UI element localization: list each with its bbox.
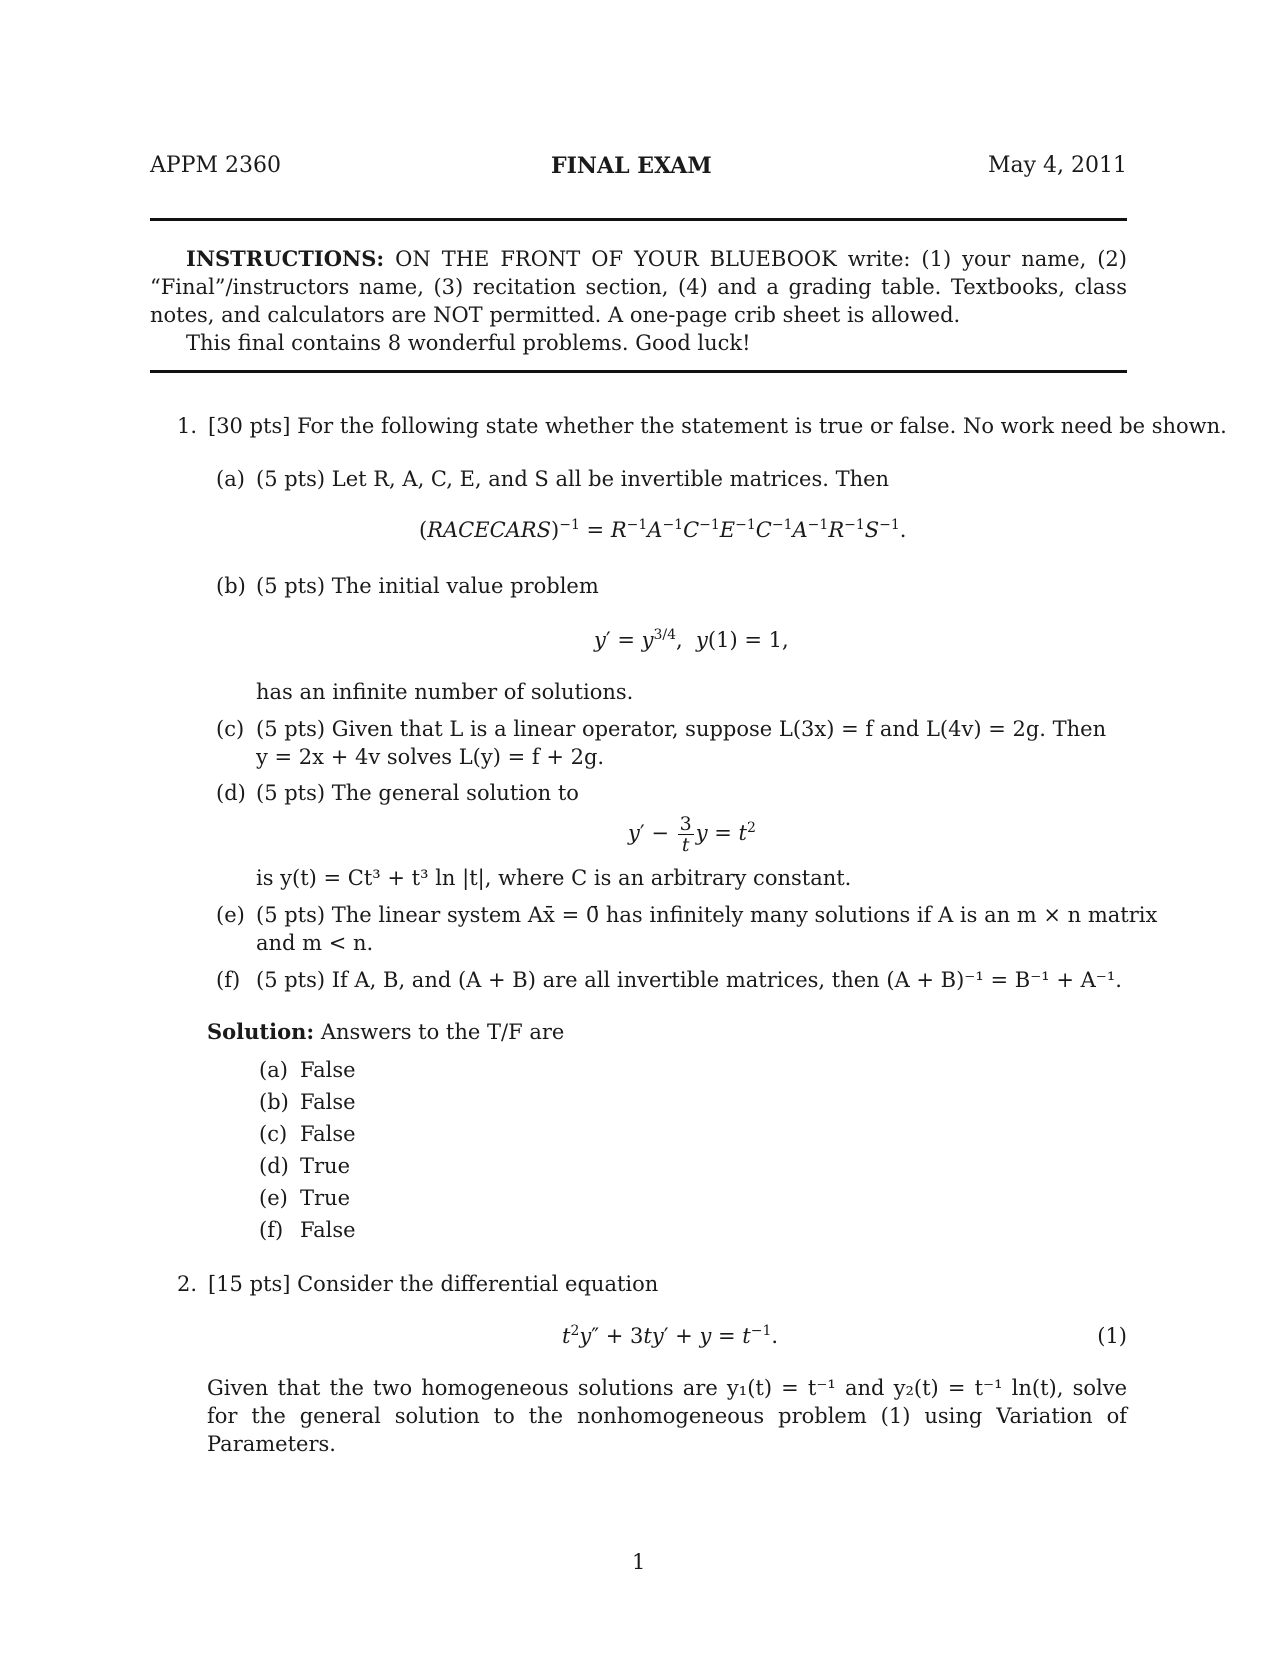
answer-c-label: (c) [259,1122,288,1146]
problem1-number: 1. [177,414,198,438]
equation-number: (1) [1097,1324,1127,1348]
solution-text: Answers to the T/F are [320,1020,565,1044]
page-number: 1 [632,1550,646,1574]
part-b-after: has an infinite number of solutions. [256,680,634,704]
part-e-line2: and m < n. [256,931,374,955]
answer-e-label: (e) [259,1186,288,1210]
part-b-text: (5 pts) The initial value problem [256,574,599,598]
instructions-text: ON THE FRONT OF YOUR BLUEBOOK write: (1) your name, (2) “Final”/instructors name, (3) recitation section, (4) and a grading table. Textbooks, class notes, and calculators are NOT permitted. A one-page crib sheet is allowed. [150,247,1127,327]
part-a-label: (a) [216,467,245,491]
part-e-label: (e) [216,903,245,927]
equation-linear-ode: y′ − $\frac{3}{t}$ $y = t^2$ [628,813,756,856]
problem2-intro: [15 pts] Consider the differential equation [208,1272,659,1296]
answer-d-value: True [300,1154,350,1178]
answer-b-value: False [300,1090,356,1114]
solution-block [207,1018,564,1046]
instructions-block [150,245,1127,329]
part-e-text: (5 pts) The linear system Ax̄ = 0̄ has infinitely many solutions if A is an m × n matrix [256,903,1158,927]
problem2-text: Given that the two homogeneous solutions are y₁(t) = t⁻¹ and y₂(t) = t⁻¹ ln(t), solve for the general solution to the nonhomogeneous problem (1) using Variation of Parameters. [207,1376,1127,1456]
problem2-number: 2. [177,1272,198,1296]
answer-f-value: False [300,1218,356,1242]
answer-c-value: False [300,1122,356,1146]
part-c-label: (c) [216,717,245,741]
part-f-label: (f) [216,968,241,992]
solution-label: Solution: [207,1019,315,1044]
equation-racecars: (RACECARS)$^{-1}$ = $R^{-1}A^{-1}C^{-1}E^{-1}C^{-1}A^{-1}R^{-1}S^{-1}$. [419,517,907,542]
part-c-text: (5 pts) Given that L is a linear operator, suppose L(3x) = f and L(4v) = 2g. Then [256,717,1107,741]
fraction-3-over-t: $\frac{3}{t}$ [679,813,692,856]
instructions-label: INSTRUCTIONS: [186,246,385,271]
exam-title: FINAL EXAM [551,153,712,179]
part-d-after: is y(t) = Ct³ + t³ ln |t|, where C is an arbitrary constant. [256,866,852,890]
equation-2nd-order: $t^2y'' + 3ty' + y = t^{-1}$. [562,1323,779,1348]
part-a-text: (5 pts) Let R, A, C, E, and S all be invertible matrices. Then [256,467,890,491]
bottom-rule [150,370,1127,373]
part-f-text: (5 pts) If A, B, and (A + B) are all invertible matrices, then (A + B)⁻¹ = B⁻¹ + A⁻¹. [256,968,1122,992]
equation-ivp: $y' = y^{3/4}$, y(1) = 1, [594,627,789,652]
part-d-text: (5 pts) The general solution to [256,781,579,805]
part-b-label: (b) [216,574,246,598]
top-rule [150,218,1127,221]
course-code: APPM 2360 [150,153,282,178]
part-c-line2: y = 2x + 4v solves L(y) = f + 2g. [256,745,605,769]
instructions-good-luck: This final contains 8 wonderful problems. Good luck! [186,331,751,355]
exam-date: May 4, 2011 [987,153,1127,178]
problem1-intro: [30 pts] For the following state whether the statement is true or false. No work need be shown. [208,414,1227,438]
answer-b-label: (b) [259,1090,289,1114]
answer-e-value: True [300,1186,350,1210]
answer-d-label: (d) [259,1154,289,1178]
answer-a-label: (a) [259,1058,288,1082]
answer-a-value: False [300,1058,356,1082]
answer-f-label: (f) [259,1218,284,1242]
part-d-label: (d) [216,781,246,805]
